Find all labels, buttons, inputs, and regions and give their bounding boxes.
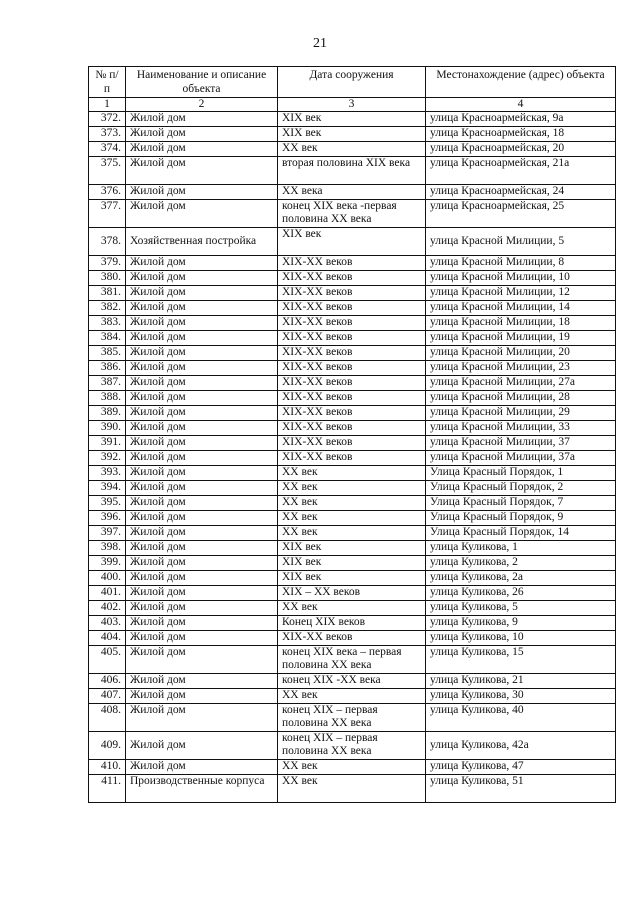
object-name: Жилой дом — [126, 391, 278, 406]
table-row — [89, 142, 616, 157]
row-number: 377. — [89, 200, 126, 228]
table-row — [89, 511, 616, 526]
table-row — [89, 586, 616, 601]
object-name: Жилой дом — [126, 586, 278, 601]
table-row — [89, 286, 616, 301]
object-name: Жилой дом — [126, 511, 278, 526]
object-address: улица Куликова, 5 — [426, 601, 616, 616]
construction-date: XX век — [278, 601, 426, 616]
object-address: улица Куликова, 51 — [426, 775, 616, 803]
object-name: Жилой дом — [126, 127, 278, 142]
object-address: улица Куликова, 15 — [426, 646, 616, 674]
row-number: 397. — [89, 526, 126, 541]
table-row — [89, 185, 616, 200]
object-address: улица Красной Милиции, 14 — [426, 301, 616, 316]
object-address: улица Куликова, 2 — [426, 556, 616, 571]
object-name: Жилой дом — [126, 646, 278, 674]
object-address: улица Красной Милиции, 33 — [426, 421, 616, 436]
row-number: 402. — [89, 601, 126, 616]
row-number: 394. — [89, 481, 126, 496]
construction-date: XIX век — [278, 228, 426, 256]
row-number: 400. — [89, 571, 126, 586]
object-address: улица Красной Милиции, 10 — [426, 271, 616, 286]
table-row — [89, 200, 616, 228]
row-number: 381. — [89, 286, 126, 301]
object-name: Жилой дом — [126, 674, 278, 689]
table-row — [89, 436, 616, 451]
column-index: 3 — [278, 98, 426, 112]
row-number: 399. — [89, 556, 126, 571]
object-address: улица Красной Милиции, 37 — [426, 436, 616, 451]
row-number: 395. — [89, 496, 126, 511]
object-name: Жилой дом — [126, 112, 278, 127]
table-row — [89, 421, 616, 436]
object-name: Производственные корпуса — [126, 775, 278, 803]
row-number: 405. — [89, 646, 126, 674]
row-number: 388. — [89, 391, 126, 406]
object-name: Жилой дом — [126, 421, 278, 436]
row-number: 404. — [89, 631, 126, 646]
table-row — [89, 601, 616, 616]
object-address: улица Красной Милиции, 20 — [426, 346, 616, 361]
object-name: Жилой дом — [126, 526, 278, 541]
table-row — [89, 481, 616, 496]
header-address: Местонахождение (адрес) объекта — [426, 67, 616, 98]
page-number: 21 — [313, 36, 327, 51]
table-row — [89, 704, 616, 732]
object-name: Жилой дом — [126, 556, 278, 571]
object-name: Жилой дом — [126, 286, 278, 301]
row-number: 409. — [89, 732, 126, 760]
row-number: 375. — [89, 157, 126, 185]
construction-date: XIX век — [278, 127, 426, 142]
object-address: улица Куликова, 9 — [426, 616, 616, 631]
object-address: Улица Красный Порядок, 7 — [426, 496, 616, 511]
object-address: улица Красной Милиции, 28 — [426, 391, 616, 406]
table-row — [89, 689, 616, 704]
object-name: Жилой дом — [126, 631, 278, 646]
object-name: Жилой дом — [126, 760, 278, 775]
construction-date: XIX-XX веков — [278, 631, 426, 646]
construction-date: XX век — [278, 689, 426, 704]
table-row — [89, 228, 616, 256]
object-name: Жилой дом — [126, 466, 278, 481]
table-row — [89, 406, 616, 421]
table-row — [89, 346, 616, 361]
object-name: Жилой дом — [126, 436, 278, 451]
construction-date: XIX-XX веков — [278, 436, 426, 451]
construction-date: XX век — [278, 775, 426, 803]
table-row — [89, 127, 616, 142]
object-address: улица Куликова, 1 — [426, 541, 616, 556]
object-address: улица Красной Милиции, 8 — [426, 256, 616, 271]
row-number: 384. — [89, 331, 126, 346]
row-number: 389. — [89, 406, 126, 421]
object-address: улица Красноармейская, 24 — [426, 185, 616, 200]
table-row — [89, 376, 616, 391]
object-name: Жилой дом — [126, 571, 278, 586]
object-address: улица Красной Милиции, 18 — [426, 316, 616, 331]
construction-date: XIX-XX веков — [278, 346, 426, 361]
object-address: улица Куликова, 40 — [426, 704, 616, 732]
table-row — [89, 571, 616, 586]
object-address: улица Красной Милиции, 23 — [426, 361, 616, 376]
table-row — [89, 541, 616, 556]
row-number: 410. — [89, 760, 126, 775]
row-number: 379. — [89, 256, 126, 271]
object-name: Жилой дом — [126, 301, 278, 316]
object-address: улица Куликова, 42а — [426, 732, 616, 760]
object-name: Жилой дом — [126, 732, 278, 760]
object-address: улица Красноармейская, 21а — [426, 157, 616, 185]
row-number: 408. — [89, 704, 126, 732]
row-number: 403. — [89, 616, 126, 631]
object-name: Жилой дом — [126, 376, 278, 391]
object-address: улица Куликова, 2а — [426, 571, 616, 586]
object-address: Улица Красный Порядок, 9 — [426, 511, 616, 526]
object-name: Жилой дом — [126, 256, 278, 271]
construction-date: конец XIX – первая половина XX века — [278, 704, 426, 732]
row-number: 383. — [89, 316, 126, 331]
object-address: улица Куликова, 26 — [426, 586, 616, 601]
object-name: Жилой дом — [126, 601, 278, 616]
table-row — [89, 316, 616, 331]
construction-date: XX век — [278, 466, 426, 481]
row-number: 386. — [89, 361, 126, 376]
construction-date: XIX-XX веков — [278, 286, 426, 301]
object-name: Жилой дом — [126, 185, 278, 200]
table-row — [89, 556, 616, 571]
table-row — [89, 301, 616, 316]
row-number: 385. — [89, 346, 126, 361]
construction-date: XIX-XX веков — [278, 421, 426, 436]
construction-date: конец XIX – первая половина XX века — [278, 732, 426, 760]
row-number: 393. — [89, 466, 126, 481]
object-address: улица Красной Милиции, 19 — [426, 331, 616, 346]
table-row — [89, 631, 616, 646]
object-name: Жилой дом — [126, 271, 278, 286]
construction-date: XIX-XX веков — [278, 256, 426, 271]
table-row — [89, 361, 616, 376]
row-number: 387. — [89, 376, 126, 391]
construction-date: XIX-XX веков — [278, 316, 426, 331]
object-address: Улица Красный Порядок, 1 — [426, 466, 616, 481]
table-row — [89, 732, 616, 760]
object-name: Жилой дом — [126, 346, 278, 361]
object-name: Жилой дом — [126, 616, 278, 631]
table-row — [89, 157, 616, 185]
object-address: улица Красноармейская, 18 — [426, 127, 616, 142]
header-name: Наименование и описание объекта — [126, 67, 278, 98]
table-row — [89, 760, 616, 775]
table-row — [89, 674, 616, 689]
row-number: 378. — [89, 228, 126, 256]
row-number: 407. — [89, 689, 126, 704]
object-address: улица Красноармейская, 9а — [426, 112, 616, 127]
row-number: 380. — [89, 271, 126, 286]
object-address: улица Красной Милиции, 37а — [426, 451, 616, 466]
object-name: Жилой дом — [126, 361, 278, 376]
object-name: Жилой дом — [126, 406, 278, 421]
header-number: № п/п — [89, 67, 126, 98]
object-name: Жилой дом — [126, 451, 278, 466]
object-name: Жилой дом — [126, 200, 278, 228]
row-number: 382. — [89, 301, 126, 316]
object-address: улица Красноармейская, 20 — [426, 142, 616, 157]
object-address: улица Куликова, 47 — [426, 760, 616, 775]
column-index: 4 — [426, 98, 616, 112]
construction-date: XX век — [278, 526, 426, 541]
construction-date: конец XIX века – первая половина XX века — [278, 646, 426, 674]
construction-date: XIX-XX веков — [278, 376, 426, 391]
object-name: Жилой дом — [126, 481, 278, 496]
row-number: 401. — [89, 586, 126, 601]
object-address: Улица Красный Порядок, 2 — [426, 481, 616, 496]
row-number: 398. — [89, 541, 126, 556]
column-index-row — [89, 98, 616, 112]
table-row — [89, 391, 616, 406]
heritage-objects-table — [88, 66, 616, 803]
row-number: 391. — [89, 436, 126, 451]
construction-date: XIX век — [278, 556, 426, 571]
construction-date: XIX-XX веков — [278, 361, 426, 376]
construction-date: вторая половина XIX века — [278, 157, 426, 185]
row-number: 373. — [89, 127, 126, 142]
object-name: Жилой дом — [126, 331, 278, 346]
row-number: 374. — [89, 142, 126, 157]
object-address: улица Куликова, 30 — [426, 689, 616, 704]
construction-date: XIX-XX веков — [278, 301, 426, 316]
object-address: улица Красноармейская, 25 — [426, 200, 616, 228]
construction-date: XX век — [278, 511, 426, 526]
table-row — [89, 256, 616, 271]
object-name: Жилой дом — [126, 316, 278, 331]
object-address: улица Куликова, 21 — [426, 674, 616, 689]
object-address: улица Красной Милиции, 5 — [426, 228, 616, 256]
table-row — [89, 496, 616, 511]
construction-date: XX века — [278, 185, 426, 200]
construction-date: XIX-XX веков — [278, 451, 426, 466]
construction-date: XIX-XX веков — [278, 331, 426, 346]
row-number: 406. — [89, 674, 126, 689]
object-name: Жилой дом — [126, 157, 278, 185]
construction-date: XIX-XX веков — [278, 391, 426, 406]
construction-date: XIX-XX веков — [278, 406, 426, 421]
construction-date: XIX век — [278, 541, 426, 556]
header-date: Дата сооружения — [278, 67, 426, 98]
row-number: 390. — [89, 421, 126, 436]
construction-date: XX век — [278, 496, 426, 511]
table-row — [89, 526, 616, 541]
table-row — [89, 112, 616, 127]
object-address: Улица Красный Порядок, 14 — [426, 526, 616, 541]
construction-date: XIX век — [278, 112, 426, 127]
row-number: 392. — [89, 451, 126, 466]
object-address: улица Красной Милиции, 12 — [426, 286, 616, 301]
table-row — [89, 775, 616, 803]
construction-date: конец XIX -XX века — [278, 674, 426, 689]
object-name: Жилой дом — [126, 496, 278, 511]
construction-date: XX век — [278, 142, 426, 157]
table-row — [89, 271, 616, 286]
construction-date: Конец XIX веков — [278, 616, 426, 631]
table-row — [89, 466, 616, 481]
object-name: Жилой дом — [126, 689, 278, 704]
table-header-row — [89, 67, 616, 98]
object-name: Хозяйственная постройка — [126, 228, 278, 256]
table-row — [89, 451, 616, 466]
row-number: 411. — [89, 775, 126, 803]
table-row — [89, 646, 616, 674]
construction-date: XIX-XX веков — [278, 271, 426, 286]
column-index: 1 — [89, 98, 126, 112]
construction-date: XIX век — [278, 571, 426, 586]
object-name: Жилой дом — [126, 142, 278, 157]
row-number: 396. — [89, 511, 126, 526]
construction-date: XX век — [278, 481, 426, 496]
object-name: Жилой дом — [126, 541, 278, 556]
construction-date: XX век — [278, 760, 426, 775]
table-row — [89, 331, 616, 346]
construction-date: XIX – XX веков — [278, 586, 426, 601]
construction-date: конец XIX века -первая половина XX века — [278, 200, 426, 228]
object-address: улица Куликова, 10 — [426, 631, 616, 646]
table-row — [89, 616, 616, 631]
column-index: 2 — [126, 98, 278, 112]
object-address: улица Красной Милиции, 27а — [426, 376, 616, 391]
row-number: 376. — [89, 185, 126, 200]
object-address: улица Красной Милиции, 29 — [426, 406, 616, 421]
object-name: Жилой дом — [126, 704, 278, 732]
row-number: 372. — [89, 112, 126, 127]
